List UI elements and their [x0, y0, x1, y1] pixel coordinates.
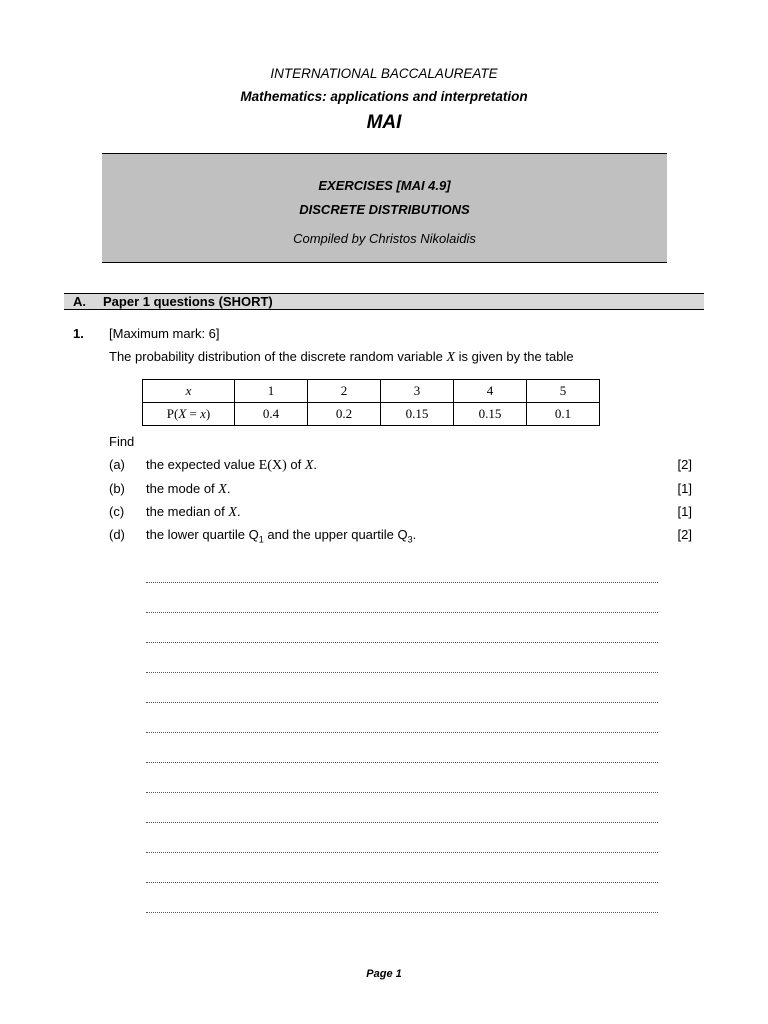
part-text-a: the mode of	[146, 481, 219, 496]
title-box	[102, 153, 667, 263]
question-number: 1.	[73, 326, 84, 341]
section-header	[64, 293, 704, 310]
answer-line[interactable]	[146, 642, 658, 643]
p-close: )	[205, 406, 211, 421]
answer-line[interactable]	[146, 672, 658, 673]
part-text-a: the expected value	[146, 457, 259, 472]
part-text	[146, 457, 317, 474]
subscript-3: 3	[407, 534, 413, 545]
p-var-X: X	[178, 406, 187, 421]
table-cell-x: 1	[235, 380, 308, 403]
header-subject: Mathematics: applications and interpretation	[240, 89, 528, 104]
part-text	[146, 527, 416, 545]
p-var-x: x	[200, 406, 206, 421]
table-cell-x: 3	[381, 380, 454, 403]
answer-line[interactable]	[146, 792, 658, 793]
header-course-code: MAI	[366, 112, 402, 133]
answer-line[interactable]	[146, 612, 658, 613]
table-cell-p: 0.15	[381, 403, 454, 426]
part-mark: [2]	[677, 457, 692, 472]
table-head-x: x	[143, 380, 235, 403]
part-text-c: .	[412, 527, 417, 542]
table-cell-x: 5	[527, 380, 600, 403]
part-math: E(X)	[258, 458, 287, 473]
part-var: X	[218, 482, 227, 497]
compiled-by: Compiled by Christos Nikolaidis	[293, 231, 476, 246]
answer-line[interactable]	[146, 912, 658, 913]
part-text-a: the lower quartile Q	[146, 527, 259, 542]
stem-text-before: The probability distribution of the discrete random variable	[109, 349, 447, 364]
answer-line[interactable]	[146, 702, 658, 703]
answer-line[interactable]	[146, 582, 658, 583]
exercises-title: EXERCISES [MAI 4.9]	[318, 178, 451, 193]
part-mark: [1]	[677, 504, 692, 519]
question-stem	[109, 349, 574, 366]
part-text-b: of	[286, 457, 305, 472]
table-cell-p: 0.15	[454, 403, 527, 426]
part-mark: [1]	[677, 481, 692, 496]
part-label: (d)	[109, 527, 125, 542]
table-cell-x: 2	[308, 380, 381, 403]
part-text-c: .	[236, 504, 241, 519]
answer-line[interactable]	[146, 882, 658, 883]
part-label: (c)	[109, 504, 125, 519]
table-cell-x: 4	[454, 380, 527, 403]
stem-text-after: is given by the table	[455, 349, 574, 364]
section-title: Paper 1 questions (SHORT)	[103, 294, 273, 309]
page-number: Page 1	[366, 968, 402, 980]
table-row-p	[143, 403, 600, 426]
p-equals: =	[186, 406, 201, 421]
answer-line[interactable]	[146, 762, 658, 763]
stem-variable: X	[446, 350, 456, 365]
table-head-p	[143, 403, 235, 426]
part-mark: [2]	[677, 527, 692, 542]
header-ib: INTERNATIONAL BACCALAUREATE	[270, 66, 498, 81]
part-label: (b)	[109, 481, 125, 496]
distribution-table	[142, 379, 600, 426]
max-mark: [Maximum mark: 6]	[109, 326, 220, 341]
part-label: (a)	[109, 457, 125, 472]
part-text-c: .	[226, 481, 231, 496]
p-open: P(	[166, 406, 179, 421]
part-var: X	[304, 458, 314, 473]
part-text-b: and the upper quartile Q	[263, 527, 408, 542]
topic-title: DISCRETE DISTRIBUTIONS	[299, 202, 470, 217]
table-cell-p: 0.1	[527, 403, 600, 426]
part-text	[146, 504, 241, 521]
table-cell-p: 0.2	[308, 403, 381, 426]
part-text-a: the median of	[146, 504, 229, 519]
part-text-c: .	[313, 457, 318, 472]
subscript-1: 1	[258, 534, 264, 545]
table-row-x	[143, 380, 600, 403]
table-cell-p: 0.4	[235, 403, 308, 426]
answer-line[interactable]	[146, 822, 658, 823]
answer-line[interactable]	[146, 852, 658, 853]
answer-line[interactable]	[146, 732, 658, 733]
find-label: Find	[109, 434, 135, 449]
part-text	[146, 481, 230, 498]
section-letter: A.	[73, 294, 86, 309]
part-var: X	[228, 505, 237, 520]
